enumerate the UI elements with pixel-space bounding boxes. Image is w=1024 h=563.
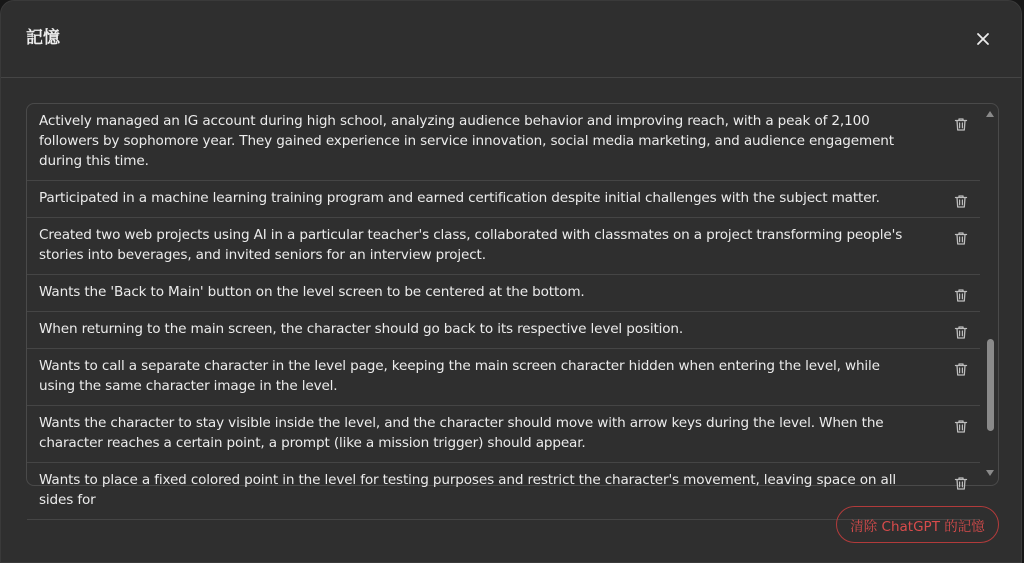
delete-memory-button[interactable]	[952, 323, 970, 341]
memory-item	[27, 463, 980, 520]
delete-memory-button[interactable]	[952, 192, 970, 210]
delete-memory-button[interactable]	[952, 286, 970, 304]
memory-list[interactable]	[26, 103, 999, 508]
memory-item	[27, 406, 980, 463]
trash-icon	[954, 231, 968, 246]
memory-text: Wants the character to stay visible inside the level, and the character should move with arrow keys during the level. When the character reaches a certain point, a prompt (like a mission trigger) should appear.	[39, 415, 884, 451]
memory-text: Created two web projects using AI in a particular teacher's class, collaborated with classmates on a project transforming people's stories into beverages, and invited seniors for an interview project.	[39, 227, 903, 263]
trash-icon	[954, 117, 968, 132]
close-button[interactable]	[971, 27, 995, 51]
trash-icon	[954, 419, 968, 434]
memory-item	[27, 218, 980, 275]
memory-item	[27, 104, 980, 181]
memory-text: Participated in a machine learning training program and earned certification despite initial challenges with the subject matter.	[39, 190, 880, 206]
delete-memory-button[interactable]	[952, 360, 970, 378]
trash-icon	[954, 288, 968, 303]
close-icon	[976, 32, 990, 46]
delete-memory-button[interactable]	[952, 115, 970, 133]
scroll-down-icon[interactable]	[985, 468, 995, 478]
memory-text: Wants to place a fixed colored point in the level for testing purposes and restrict the character's movement, leaving space on all sides for	[39, 472, 896, 508]
delete-memory-button[interactable]	[952, 229, 970, 247]
memory-list-items	[27, 104, 980, 520]
memory-item	[27, 312, 980, 349]
memory-text: Wants to call a separate character in the level page, keeping the main screen character hidden when entering the level, while using the same character image in the level.	[39, 358, 880, 394]
trash-icon	[954, 325, 968, 340]
dialog-header	[1, 1, 1021, 78]
dialog-title: 記憶	[26, 28, 60, 48]
scroll-up-icon[interactable]	[985, 109, 995, 119]
memory-text: Actively managed an IG account during high school, analyzing audience behavior and improving reach, with a peak of 2,100 followers by sophomore year. They gained experience in service innovation, social media marketing, and audience engagement during this time.	[39, 113, 894, 169]
trash-icon	[954, 476, 968, 491]
memory-item	[27, 181, 980, 218]
trash-icon	[954, 194, 968, 209]
memory-text: When returning to the main screen, the character should go back to its respective level position.	[39, 321, 684, 337]
memory-item	[27, 275, 980, 312]
delete-memory-button[interactable]	[952, 474, 970, 492]
scrollbar[interactable]	[984, 105, 996, 482]
memory-text: Wants the 'Back to Main' button on the level screen to be centered at the bottom.	[39, 284, 585, 300]
memory-item	[27, 349, 980, 406]
delete-memory-button[interactable]	[952, 417, 970, 435]
scrollbar-thumb[interactable]	[987, 339, 994, 431]
clear-memory-button[interactable]: 清除 ChatGPT 的記憶	[836, 506, 999, 543]
trash-icon	[954, 362, 968, 377]
